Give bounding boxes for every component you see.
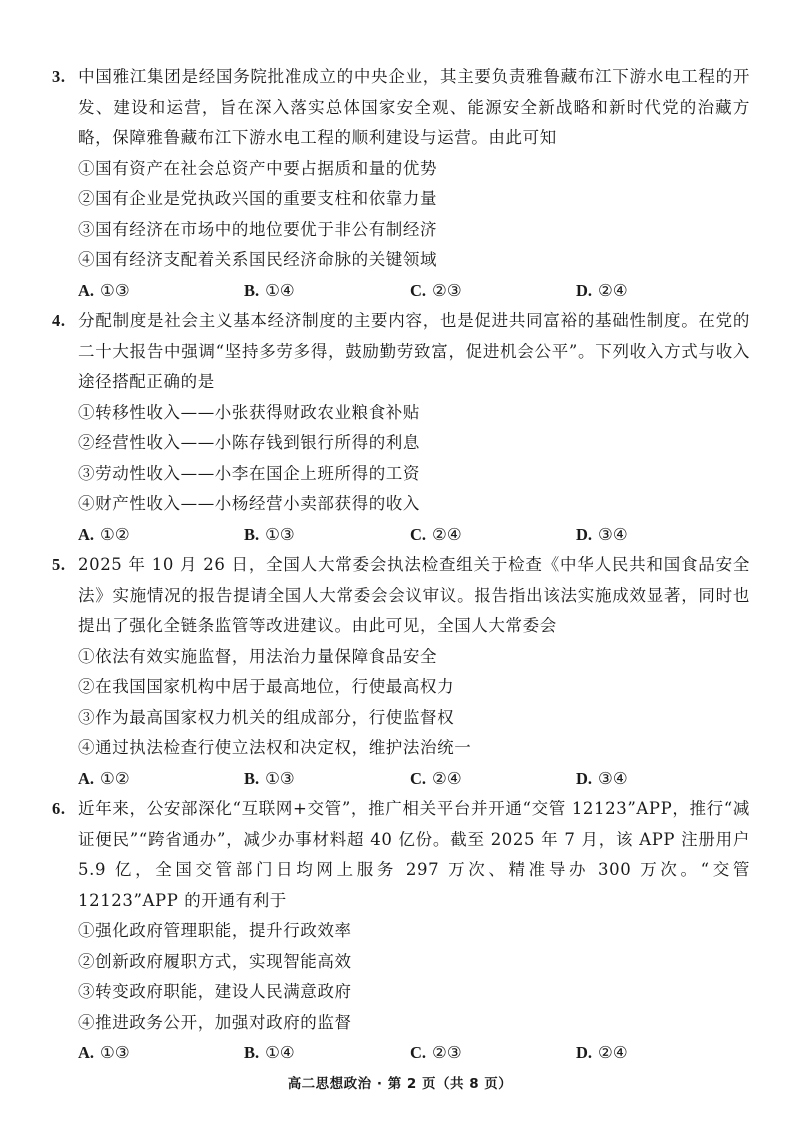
choice-c: C. ②④ [410,524,462,544]
statement: ③转变政府职能，建设人民满意政府 [78,982,352,1001]
choice-c: C. ②③ [410,1043,462,1062]
question-5 [52,550,750,794]
question-text: 近年来，公安部深化“互联网+交管”，推广相关平台并开通“交管 12123”APP，推行“减证便民”“跨省通办”，减少办事材料超 40 亿份。截至 2025 年 7 月，该 APP 注册用户 5.9 亿，全国交管部门日均网上服务 297 万次、精准导办 300 万次。“交管 12123”APP 的开通有利于 [78,799,750,910]
choice-b: B. ①④ [244,280,295,300]
statement: ④财产性收入——小杨经营小卖部获得的收入 [78,494,420,513]
question-stem [52,794,750,916]
answer-choices [52,764,750,795]
choice-c: C. ②④ [410,768,462,788]
question-text: 中国雅江集团是经国务院批准成立的中央企业，其主要负责雅鲁藏布江下游水电工程的开发、建设和运营，旨在深入落实总体国家安全观、能源安全新战略和新时代党的治藏方略，保障雅鲁藏布江下游水电工程的顺利建设与运营。由此可知 [78,67,750,147]
question-text: 2025 年 10 月 26 日，全国人大常委会执法检查组关于检查《中华人民共和国食品安全法》实施情况的报告提请全国人大常委会会议审议。报告指出该法实施成效显著，同时也提出了强化全链条监管等改进建议。由此可见，全国人大常委会 [78,555,750,635]
statement: ①强化政府管理职能，提升行政效率 [78,921,352,940]
answer-choices [52,1038,750,1069]
statement: ②创新政府履职方式，实现智能高效 [78,951,352,971]
question-number: 5. [52,555,66,574]
page-footer: 高二思想政治 · 第 2 页（共 8 页） [287,1076,513,1092]
statement: ②在我国国家机构中居于最高地位，行使最高权力 [78,677,455,696]
choice-b: B. ①③ [244,524,295,544]
choice-d: D. ②④ [576,280,628,300]
question-stem [52,62,750,154]
question-number: 6. [52,799,66,818]
choice-b: B. ①④ [244,1043,295,1062]
statement: ④推进政务公开，加强对政府的监督 [78,1012,352,1032]
statement: ④国有经济支配着关系国民经济命脉的关键领域 [78,250,438,269]
statement: ②国有企业是党执政兴国的重要支柱和依靠力量 [78,189,438,208]
statement: ①国有资产在社会总资产中要占据质和量的优势 [78,158,438,178]
choice-c: C. ②③ [410,280,462,300]
choice-a: A. ①② [78,524,130,544]
question-4 [52,306,750,550]
question-text: 分配制度是社会主义基本经济制度的主要内容，也是促进共同富裕的基础性制度。在党的二十大报告中强调“坚持多劳多得，鼓励勤劳致富，促进机会公平”。下列收入方式与收入途径搭配正确的是 [78,311,750,391]
statement: ②经营性收入——小陈存钱到银行所得的利息 [78,433,420,452]
choice-a: A. ①② [78,768,130,788]
statement: ①转移性收入——小张获得财政农业粮食补贴 [78,402,420,422]
statement: ③作为最高国家权力机关的组成部分，行使监督权 [78,707,455,727]
question-number: 3. [52,67,66,86]
question-3 [52,62,750,306]
statement: ③国有经济在市场中的地位要优于非公有制经济 [78,219,438,239]
choice-d: D. ③④ [576,768,628,788]
choice-a: A. ①③ [78,1043,130,1062]
answer-choices [52,276,750,307]
choice-d: D. ③④ [576,524,628,544]
choice-a: A. ①③ [78,280,130,300]
question-stem [52,306,750,398]
statement: ①依法有效实施监督，用法治力量保障食品安全 [78,646,438,666]
question-stem [52,550,750,642]
question-6 [52,794,750,1069]
statement: ④通过执法检查行使立法权和决定权，维护法治统一 [78,738,472,757]
statement: ③劳动性收入——小李在国企上班所得的工资 [78,463,420,483]
answer-choices [52,520,750,551]
choice-b: B. ①③ [244,768,295,788]
choice-d: D. ②④ [576,1043,628,1062]
question-number: 4. [52,311,66,330]
